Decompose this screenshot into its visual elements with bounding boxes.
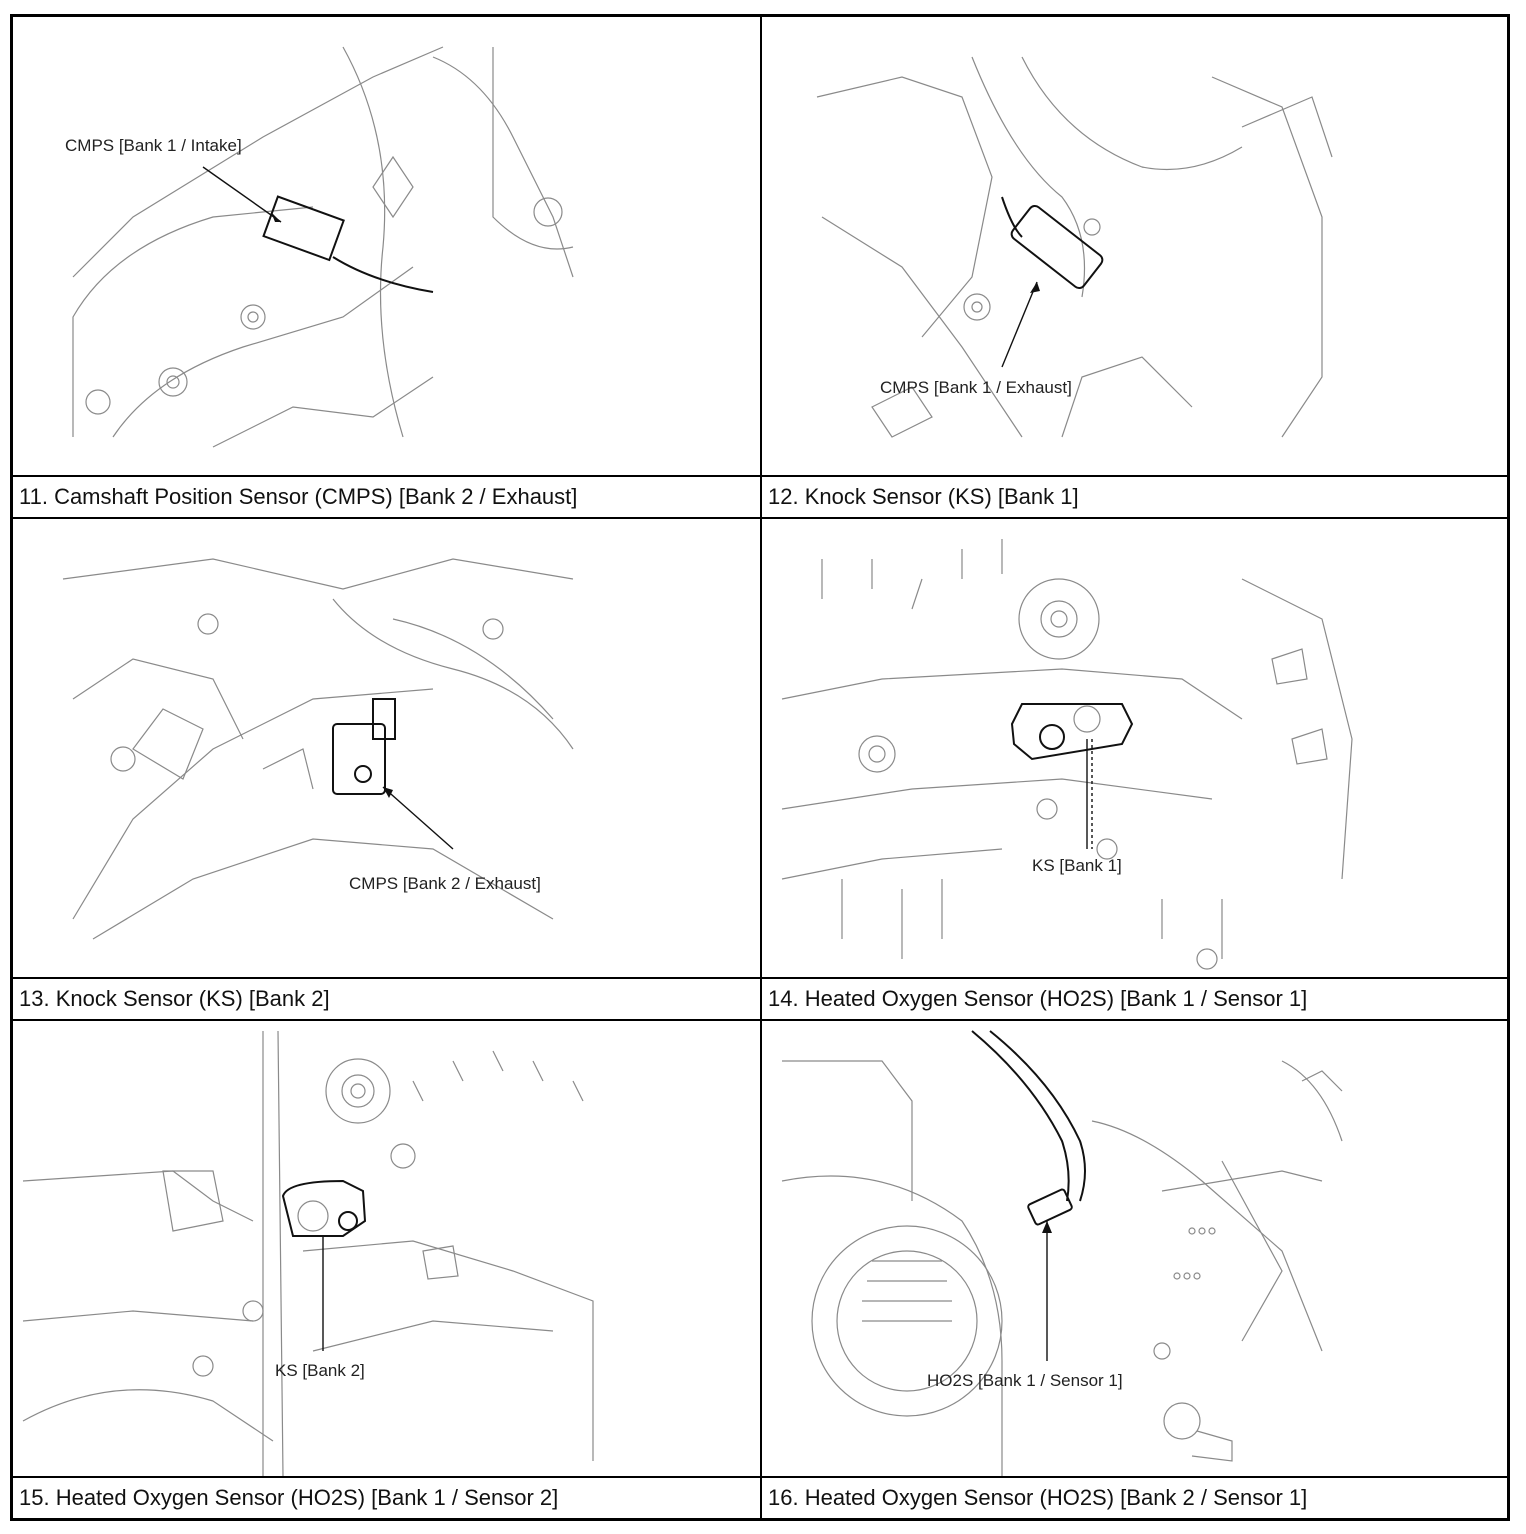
engine-diagram-ks-bank1 <box>762 519 1507 977</box>
engine-diagram-cmps-bank1-exhaust <box>762 17 1507 475</box>
callout-label: CMPS [Bank 2 / Exhaust] <box>349 874 541 893</box>
figure-caption: 11. Camshaft Position Sensor (CMPS) [Bank 2 / Exhaust] <box>13 475 760 517</box>
callout-label: CMPS [Bank 1 / Intake] <box>65 136 242 155</box>
figure-caption: 16. Heated Oxygen Sensor (HO2S) [Bank 2 / Sensor 1] <box>762 1476 1507 1518</box>
callout-label: KS [Bank 1] <box>1032 856 1122 875</box>
engine-diagram-cmps-bank1-intake <box>13 17 760 475</box>
figure-caption: 12. Knock Sensor (KS) [Bank 1] <box>762 475 1507 517</box>
figure-cell-16 <box>762 1021 1507 1518</box>
figure-caption: 14. Heated Oxygen Sensor (HO2S) [Bank 1 / Sensor 1] <box>762 977 1507 1019</box>
callout-label: KS [Bank 2] <box>275 1361 365 1380</box>
figure-caption: 13. Knock Sensor (KS) [Bank 2] <box>13 977 760 1019</box>
callout-label: HO2S [Bank 1 / Sensor 1] <box>927 1371 1123 1390</box>
figure-cell-11 <box>13 17 762 517</box>
figure-cell-12 <box>762 17 1507 517</box>
figure-cell-14 <box>762 519 1507 1019</box>
engine-diagram-ks-bank2 <box>13 1021 760 1476</box>
figure-cell-13 <box>13 519 762 1019</box>
figure-table <box>10 14 1510 1521</box>
figure-cell-15 <box>13 1021 762 1518</box>
table-row <box>13 1021 1507 1518</box>
engine-diagram-cmps-bank2-exhaust <box>13 519 760 977</box>
callout-label: CMPS [Bank 1 / Exhaust] <box>880 378 1072 397</box>
table-row <box>13 17 1507 517</box>
table-row <box>13 519 1507 1019</box>
engine-diagram-ho2s-bank1-sensor1 <box>762 1021 1507 1476</box>
figure-caption: 15. Heated Oxygen Sensor (HO2S) [Bank 1 / Sensor 2] <box>13 1476 760 1518</box>
